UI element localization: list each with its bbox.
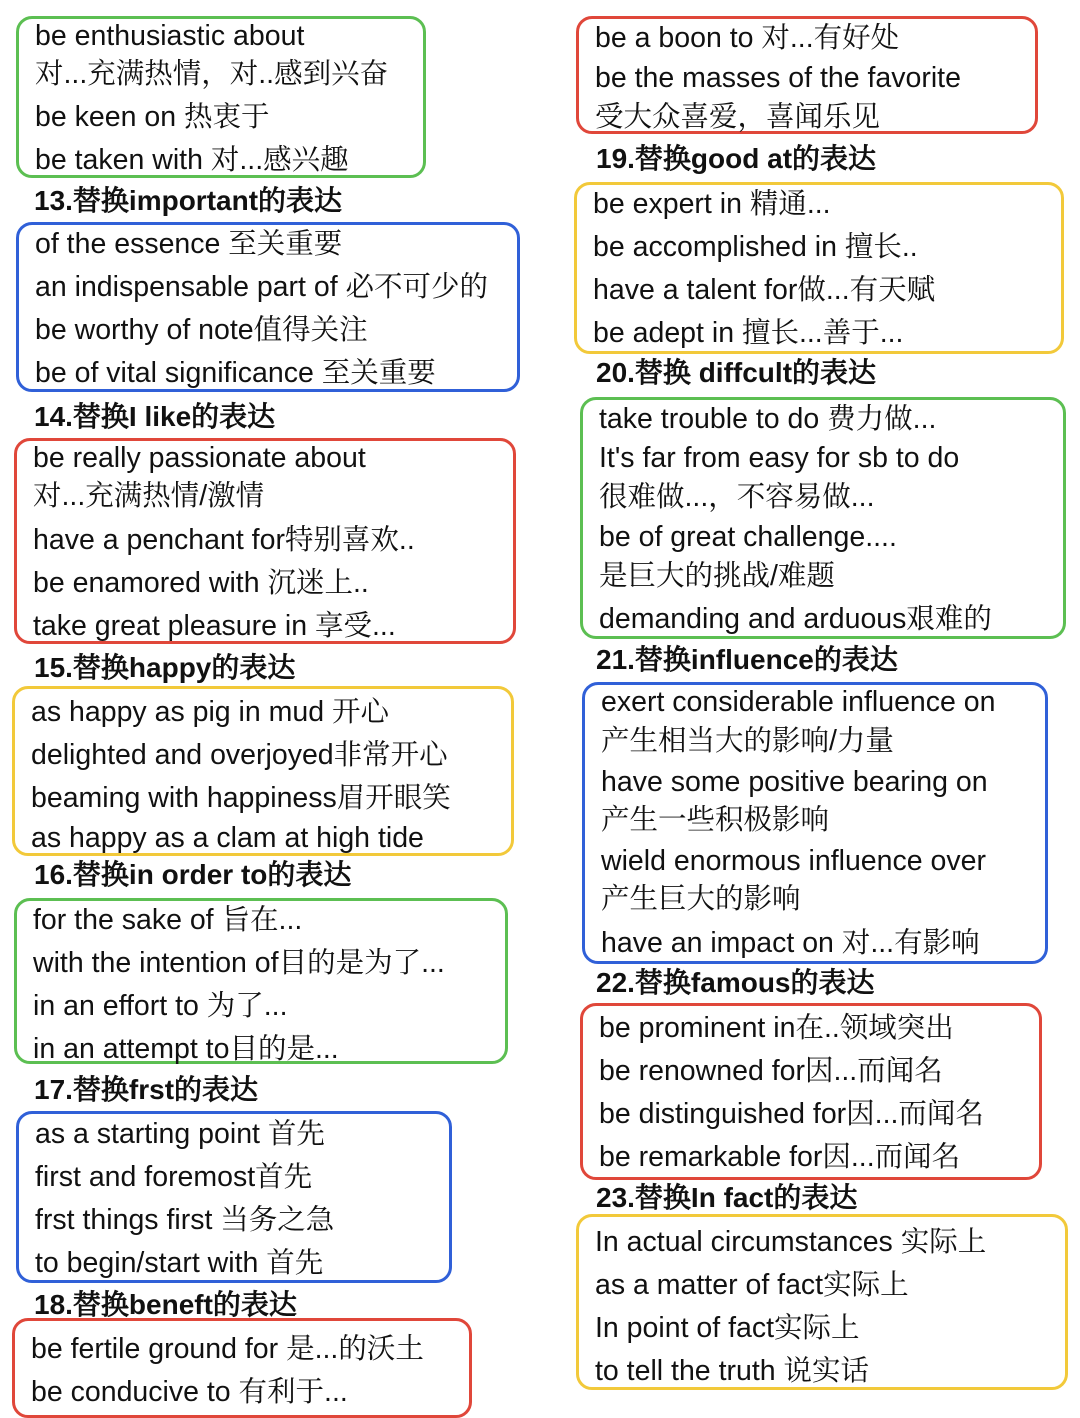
- phrase-line: 很难做...，不容易做...: [599, 481, 875, 513]
- phrase-line: In actual circumstances 实际上: [595, 1226, 987, 1258]
- section-heading-20: 20.替换 diffcult的表达: [596, 357, 877, 388]
- phrase-line: be adept in 擅长...善于...: [593, 317, 904, 349]
- phrase-line: an indispensable part of 必不可少的: [35, 271, 489, 303]
- phrase-line: first and foremost首先: [35, 1161, 313, 1193]
- phrase-box-i-like: [14, 438, 516, 644]
- phrase-line: exert considerable influence on: [601, 686, 996, 718]
- phrase-line: have a talent for做...有天赋: [593, 274, 936, 306]
- phrase-box-in-order-to: [14, 898, 508, 1064]
- phrase-line: be really passionate about: [33, 442, 366, 474]
- phrase-box-happy: [12, 686, 514, 856]
- phrase-line: 产生相当大的影响/力量: [601, 725, 894, 757]
- phrase-line: be keen on 热衷于: [35, 101, 270, 133]
- phrase-line: be taken with 对...感兴趣: [35, 144, 349, 176]
- phrase-box-benefit: [12, 1318, 472, 1418]
- phrase-line: be accomplished in 擅长..: [593, 231, 918, 263]
- phrase-line: be expert in 精通...: [593, 188, 831, 220]
- section-heading-14: 14.替换I like的表达: [34, 401, 276, 432]
- phrase-line: be remarkable for因...而闻名: [599, 1141, 961, 1173]
- section-heading-15: 15.替换happy的表达: [34, 652, 296, 683]
- phrase-line: 产生巨大的影响: [601, 883, 801, 915]
- phrase-line: It's far from easy for sb to do: [599, 442, 960, 474]
- phrase-line: to begin/start with 首先: [35, 1247, 324, 1279]
- phrase-line: beaming with happiness眉开眼笑: [31, 782, 451, 814]
- section-heading-17: 17.替换frst的表达: [34, 1074, 259, 1105]
- phrase-line: take trouble to do 费力做...: [599, 403, 937, 435]
- phrase-line: frst things first 当务之急: [35, 1204, 335, 1236]
- phrase-line: be enamored with 沉迷上..: [33, 567, 369, 599]
- phrase-line: demanding and arduous艰难的: [599, 603, 992, 635]
- phrase-line: 受大众喜爱，喜闻乐见: [595, 101, 881, 133]
- section-heading-19: 19.替换good at的表达: [596, 143, 877, 174]
- phrase-line: 对...充满热情，对..感到兴奋: [35, 58, 389, 90]
- phrase-line: as happy as pig in mud 开心: [31, 696, 390, 728]
- phrase-box-first: [16, 1111, 452, 1283]
- phrase-line: as a starting point 首先: [35, 1118, 325, 1150]
- phrase-line: in an attempt to目的是...: [33, 1033, 339, 1065]
- section-heading-18: 18.替换beneft的表达: [34, 1289, 297, 1320]
- phrase-line: delighted and overjoyed非常开心: [31, 739, 448, 771]
- phrase-line: be of vital significance 至关重要: [35, 357, 436, 389]
- phrase-line: take great pleasure in 享受...: [33, 610, 396, 642]
- phrase-line: be enthusiastic about: [35, 20, 305, 52]
- phrase-line: have a penchant for特别喜欢..: [33, 524, 415, 556]
- phrase-line: be fertile ground for 是...的沃土: [31, 1333, 424, 1365]
- phrase-line: 是巨大的挑战/难题: [599, 560, 835, 592]
- section-heading-16: 16.替换in order to的表达: [34, 859, 352, 890]
- phrase-line: have an impact on 对...有影响: [601, 927, 980, 959]
- phrase-line: 对...充满热情/激情: [33, 480, 265, 512]
- phrase-box-important: [16, 222, 520, 392]
- phrase-box-famous: [580, 1003, 1042, 1180]
- phrase-line: of the essence 至关重要: [35, 228, 343, 260]
- phrase-line: as a matter of fact实际上: [595, 1269, 909, 1301]
- phrase-line: 产生一些积极影响: [601, 804, 830, 836]
- section-heading-13: 13.替换important的表达: [34, 185, 343, 216]
- section-heading-23: 23.替换In fact的表达: [596, 1182, 858, 1213]
- section-heading-22: 22.替换famous的表达: [596, 967, 875, 998]
- phrase-line: be distinguished for因...而闻名: [599, 1098, 984, 1130]
- phrase-line: be conducive to 有利于...: [31, 1376, 348, 1408]
- phrase-line: be worthy of note值得关注: [35, 314, 368, 346]
- phrase-line: be the masses of the favorite: [595, 62, 961, 94]
- phrase-box-good-at: [574, 182, 1064, 354]
- phrase-line: with the intention of目的是为了...: [33, 947, 445, 979]
- phrase-line: be renowned for因...而闻名: [599, 1055, 943, 1087]
- phrase-line: to tell the truth 说实话: [595, 1355, 870, 1387]
- phrase-line: be prominent in在..领域突出: [599, 1012, 954, 1044]
- phrase-line: in an effort to 为了...: [33, 990, 288, 1022]
- phrase-line: be of great challenge....: [599, 521, 897, 553]
- phrase-line: for the sake of 旨在...: [33, 904, 303, 936]
- phrase-box-influence: [582, 682, 1048, 964]
- phrase-box-difficult: [580, 397, 1066, 639]
- section-heading-21: 21.替换influence的表达: [596, 644, 898, 675]
- phrase-box-in-fact: [576, 1214, 1068, 1390]
- phrase-line: In point of fact实际上: [595, 1312, 860, 1344]
- phrase-box-enthusiastic: [16, 16, 426, 178]
- phrase-line: be a boon to 对...有好处: [595, 22, 900, 54]
- phrase-line: have some positive bearing on: [601, 766, 988, 798]
- phrase-box-boon: [576, 16, 1038, 134]
- phrase-line: wield enormous influence over: [601, 845, 986, 877]
- phrase-line: as happy as a clam at high tide: [31, 822, 424, 854]
